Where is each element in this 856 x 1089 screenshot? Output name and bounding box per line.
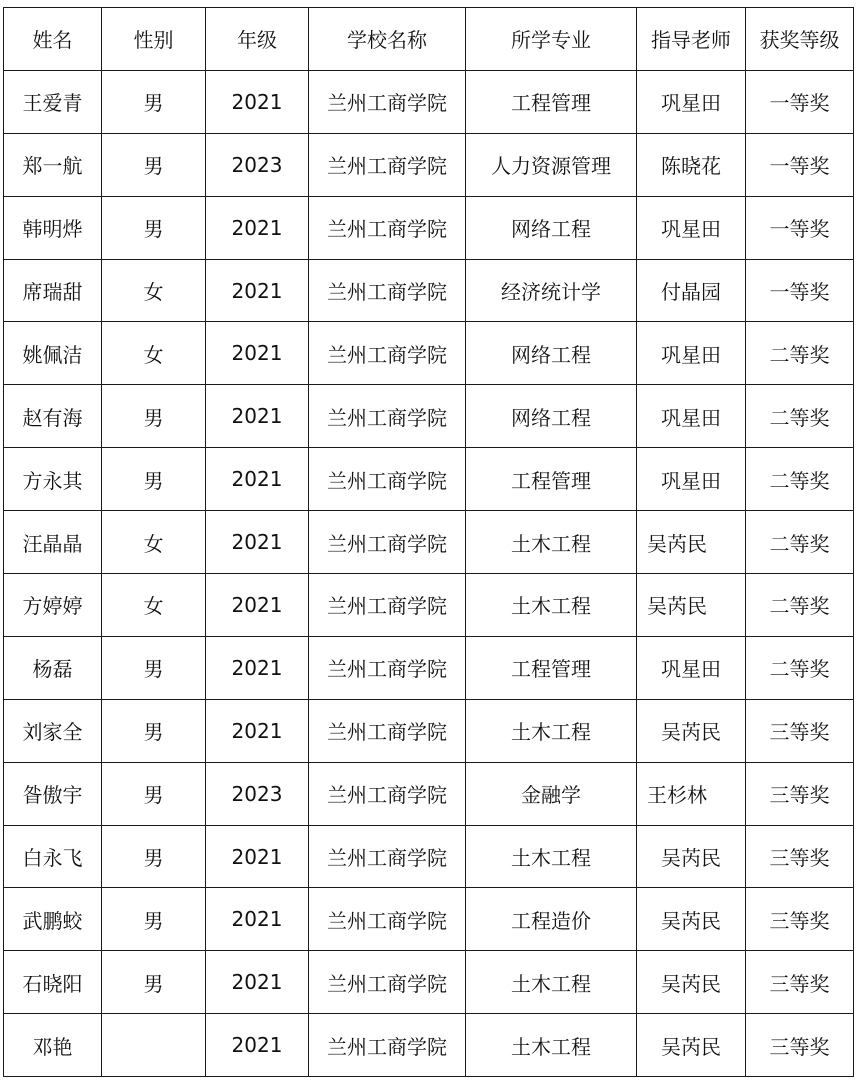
cell-gender: 男 [102,70,206,133]
cell-major: 土木工程 [466,511,637,574]
cell-name: 姚佩洁 [4,322,102,385]
awards-table-body [4,8,854,1077]
cell-name: 郑一航 [4,133,102,196]
cell-school: 兰州工商学院 [309,636,466,699]
cell-advisor: 陈晓花 [637,133,746,196]
cell-school: 兰州工商学院 [309,699,466,762]
cell-school: 兰州工商学院 [309,385,466,448]
cell-gender: 男 [102,825,206,888]
header-school: 学校名称 [309,8,466,71]
cell-school: 兰州工商学院 [309,133,466,196]
cell-major: 土木工程 [466,574,637,637]
cell-grade: 2021 [206,448,309,511]
cell-award: 二等奖 [746,322,854,385]
cell-grade: 2021 [206,1014,309,1077]
table-row [4,636,854,699]
table-row [4,1014,854,1077]
cell-name: 赵有海 [4,385,102,448]
cell-gender: 男 [102,888,206,951]
cell-gender: 女 [102,511,206,574]
cell-major: 人力资源管理 [466,133,637,196]
cell-award: 二等奖 [746,574,854,637]
cell-award: 一等奖 [746,133,854,196]
cell-gender: 男 [102,385,206,448]
table-row [4,825,854,888]
cell-advisor: 吴芮民 [637,825,746,888]
cell-gender: 女 [102,322,206,385]
cell-grade: 2021 [206,888,309,951]
cell-gender: 男 [102,133,206,196]
cell-school: 兰州工商学院 [309,511,466,574]
cell-grade: 2021 [206,951,309,1014]
cell-major: 金融学 [466,762,637,825]
cell-major: 工程造价 [466,888,637,951]
table-row [4,574,854,637]
table-row [4,196,854,259]
cell-gender: 男 [102,196,206,259]
cell-award: 三等奖 [746,825,854,888]
cell-award: 一等奖 [746,259,854,322]
cell-gender: 女 [102,259,206,322]
cell-grade: 2021 [206,196,309,259]
cell-school: 兰州工商学院 [309,322,466,385]
awards-table [3,7,854,1077]
cell-advisor: 吴芮民 [637,574,746,637]
cell-grade: 2021 [206,699,309,762]
table-row [4,511,854,574]
header-grade: 年级 [206,8,309,71]
cell-school: 兰州工商学院 [309,574,466,637]
cell-award: 三等奖 [746,888,854,951]
cell-major: 土木工程 [466,1014,637,1077]
cell-advisor: 吴芮民 [637,1014,746,1077]
cell-name: 武鹏蛟 [4,888,102,951]
cell-award: 二等奖 [746,636,854,699]
cell-gender: 男 [102,762,206,825]
table-row [4,951,854,1014]
cell-school: 兰州工商学院 [309,259,466,322]
table-row [4,259,854,322]
cell-grade: 2021 [206,259,309,322]
table-row [4,888,854,951]
cell-award: 三等奖 [746,951,854,1014]
cell-award: 二等奖 [746,385,854,448]
header-award: 获奖等级 [746,8,854,71]
table-row [4,322,854,385]
cell-award: 三等奖 [746,762,854,825]
cell-school: 兰州工商学院 [309,951,466,1014]
cell-school: 兰州工商学院 [309,1014,466,1077]
cell-major: 土木工程 [466,825,637,888]
cell-major: 工程管理 [466,70,637,133]
cell-grade: 2021 [206,825,309,888]
cell-advisor: 巩星田 [637,196,746,259]
cell-name: 方婷婷 [4,574,102,637]
table-row [4,133,854,196]
cell-advisor: 巩星田 [637,636,746,699]
cell-award: 一等奖 [746,70,854,133]
cell-grade: 2021 [206,574,309,637]
cell-gender: 男 [102,699,206,762]
cell-award: 二等奖 [746,511,854,574]
cell-advisor: 吴芮民 [637,511,746,574]
header-name: 姓名 [4,8,102,71]
cell-name: 王爱青 [4,70,102,133]
cell-grade: 2023 [206,133,309,196]
cell-name: 方永其 [4,448,102,511]
cell-gender: 女 [102,574,206,637]
cell-school: 兰州工商学院 [309,70,466,133]
header-gender: 性别 [102,8,206,71]
cell-school: 兰州工商学院 [309,762,466,825]
cell-name: 杨磊 [4,636,102,699]
cell-grade: 2021 [206,385,309,448]
cell-major: 工程管理 [466,448,637,511]
cell-major: 网络工程 [466,385,637,448]
cell-award: 一等奖 [746,196,854,259]
table-row [4,699,854,762]
cell-advisor: 吴芮民 [637,951,746,1014]
cell-school: 兰州工商学院 [309,448,466,511]
cell-grade: 2021 [206,322,309,385]
cell-advisor: 巩星田 [637,70,746,133]
cell-gender [102,1014,206,1077]
cell-grade: 2023 [206,762,309,825]
cell-grade: 2021 [206,70,309,133]
cell-advisor: 吴芮民 [637,888,746,951]
cell-name: 昝傲宇 [4,762,102,825]
table-row [4,762,854,825]
cell-advisor: 巩星田 [637,322,746,385]
cell-name: 席瑞甜 [4,259,102,322]
cell-award: 三等奖 [746,699,854,762]
cell-school: 兰州工商学院 [309,888,466,951]
cell-award: 二等奖 [746,448,854,511]
header-row [4,8,854,71]
cell-school: 兰州工商学院 [309,196,466,259]
cell-gender: 男 [102,951,206,1014]
cell-award: 三等奖 [746,1014,854,1077]
cell-advisor: 付晶园 [637,259,746,322]
cell-name: 汪晶晶 [4,511,102,574]
cell-grade: 2021 [206,511,309,574]
table-row [4,385,854,448]
cell-name: 石晓阳 [4,951,102,1014]
cell-name: 韩明烨 [4,196,102,259]
cell-name: 邓艳 [4,1014,102,1077]
table-row [4,70,854,133]
cell-major: 工程管理 [466,636,637,699]
cell-school: 兰州工商学院 [309,825,466,888]
cell-grade: 2021 [206,636,309,699]
cell-gender: 男 [102,636,206,699]
cell-advisor: 吴芮民 [637,699,746,762]
cell-advisor: 王杉林 [637,762,746,825]
cell-advisor: 巩星田 [637,385,746,448]
header-advisor: 指导老师 [637,8,746,71]
cell-major: 土木工程 [466,951,637,1014]
cell-name: 刘家全 [4,699,102,762]
cell-advisor: 巩星田 [637,448,746,511]
header-major: 所学专业 [466,8,637,71]
cell-major: 网络工程 [466,322,637,385]
cell-major: 网络工程 [466,196,637,259]
cell-name: 白永飞 [4,825,102,888]
cell-gender: 男 [102,448,206,511]
table-row [4,448,854,511]
cell-major: 土木工程 [466,699,637,762]
cell-major: 经济统计学 [466,259,637,322]
